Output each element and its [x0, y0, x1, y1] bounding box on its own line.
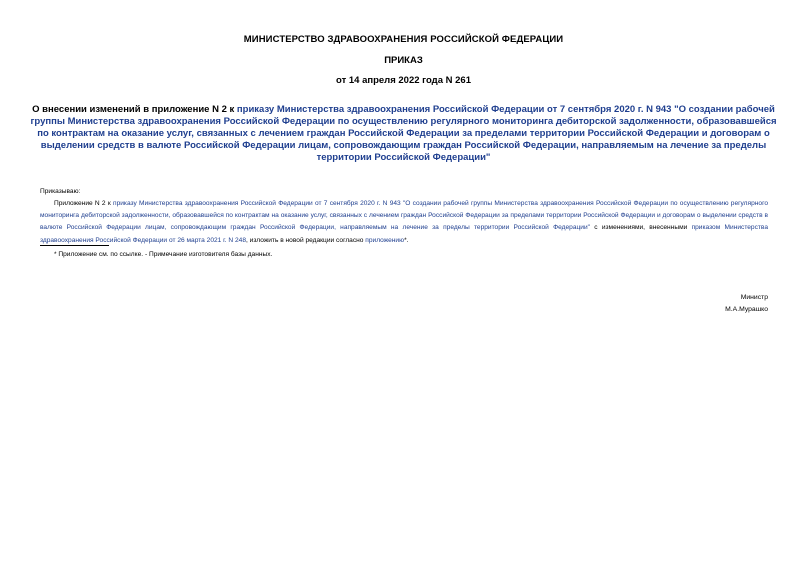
footnote: * Приложение см. по ссылке. - Примечание изготовителя базы данных. — [54, 251, 273, 258]
paragraph-order-link[interactable]: приказу Министерства здравоохранения Российской Федерации от 7 сентября 2020 г. N 943 "О создании рабочей группы Министерства здравоохранения Российской Федерации по осуществлению регулярного мониторинга дебиторской задолженности, образовавшейся по контрактам на оказание услуг, связанных с лечением граждан Российской Федерации за пределами территории Российской Федерации и договорам о выделении средств в валюте Российской Федерации лицам, сопровождающим граждан Российской Федерации, направляемым на лечение за пределы территории Российской Федерации" — [40, 200, 768, 232]
document-date: от 14 апреля 2022 года N 261 — [336, 75, 471, 86]
main-paragraph — [40, 198, 768, 247]
signature-block — [725, 292, 768, 316]
title-prefix: О внесении изменений в приложение N 2 к — [32, 104, 237, 115]
footnote-divider — [40, 245, 109, 246]
paragraph-middle-2: , изложить в новой редакции согласно — [246, 236, 366, 244]
paragraph-middle: с изменениями, внесенными — [590, 224, 692, 232]
order-word: Приказываю: — [40, 188, 81, 195]
ministry-name: МИНИСТЕРСТВО ЗДРАВООХРАНЕНИЯ РОССИЙСКОЙ ФЕДЕРАЦИИ — [243, 34, 564, 45]
title-order-link[interactable]: приказу Министерства здравоохранения Российской Федерации от 7 сентября 2020 г. N 943 "О создании рабочей группы Министерства здравоохранения Российской Федерации по осуществлению регулярного мониторинга дебиторской задолженности, образовавшейся по контрактам на оказание услуг, связанных с лечением граждан Российской Федерации за пределами территории Российской Федерации и договорам о выделении средств в валюте Российской Федерации лицам, сопровождающим граждан Российской Федерации, направляемым на лечение за пределы территории Российской Федерации" — [30, 104, 777, 163]
paragraph-prefix: Приложение N 2 к — [54, 200, 113, 207]
signature-position: Министр — [740, 294, 768, 301]
paragraph-appendix-link[interactable]: приложению — [365, 236, 405, 244]
paragraph-amendment-link[interactable]: приказом Министерства здравоохранения Российской Федерации от 26 марта 2021 г. N 248 — [40, 224, 769, 244]
paragraph-suffix: *. — [404, 236, 409, 244]
signature-name: М.А.Мурашко — [725, 306, 768, 313]
document-type: ПРИКАЗ — [384, 55, 423, 66]
document-title — [30, 104, 777, 164]
